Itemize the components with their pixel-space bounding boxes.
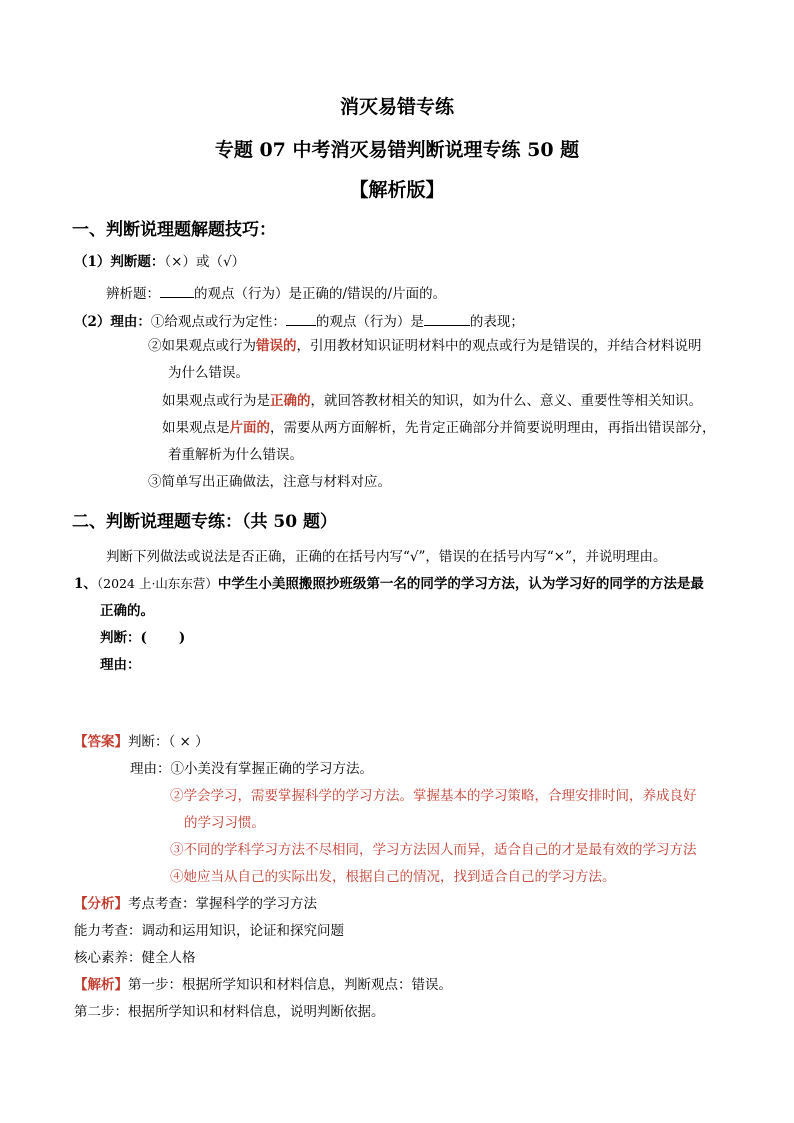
rule-partial <box>162 422 716 436</box>
fill-blank <box>424 313 470 326</box>
answer-reason-2: ②学会学习，需要掌握科学的学习方法。掌握基本的学习策略，合理安排时间，养成良好 <box>170 788 697 804</box>
answer-reason-2-cont: 的学习习惯。 <box>184 815 265 831</box>
question-1-cont: 正确的。 <box>100 603 154 619</box>
answer-line <box>74 736 209 750</box>
analysis-tag: 【分析】 <box>74 896 128 912</box>
section1-item2 <box>74 313 524 330</box>
jiexi-line <box>74 979 452 993</box>
rule-wrong-key: 错误的 <box>256 338 297 354</box>
item2-text-b: 的观点（行为）是 <box>315 314 424 330</box>
analysis-line <box>74 898 317 912</box>
rule-correct <box>162 395 702 409</box>
rule-wrong <box>148 340 702 354</box>
question-1 <box>74 578 704 592</box>
item1b-label: 辨析题： <box>106 286 160 302</box>
doc-subtitle: 专题 07 中考消灭易错判断说理专练 50 题 <box>214 139 580 161</box>
analysis-topic: 考点考查：掌握科学的学习方法 <box>128 896 317 912</box>
judge-line <box>100 632 185 646</box>
reason-line: 理由： <box>100 657 141 673</box>
rule-correct-pre: 如果观点或行为是 <box>162 393 270 409</box>
item1-text: （×）或（√） <box>164 254 246 270</box>
question-number: 1、 <box>74 576 97 592</box>
section1-heading: 一、判断说理题解题技巧： <box>72 220 276 240</box>
analysis-literacy: 核心素养：健全人格 <box>74 950 196 966</box>
question-text: 中学生小美照搬照抄班级第一名的同学的学习方法，认为学习好的同学的方法是最 <box>217 576 704 592</box>
answer-reason-3: ③不同的学科学习方法不尽相同，学习方法因人而异，适合自己的才是最有效的学习方法 <box>170 842 697 858</box>
answer-reason-1-text: ①小美没有掌握正确的学习方法。 <box>170 761 373 777</box>
rule-partial-pre: 如果观点是 <box>162 420 230 436</box>
doc-title: 消灭易错专练 <box>339 96 454 118</box>
judge-close: ) <box>178 630 186 646</box>
item1-label: （1）判断题： <box>74 254 165 270</box>
jiexi-step2: 第二步：根据所学知识和材料信息，说明判断依据。 <box>74 1004 385 1020</box>
section1-item1b <box>106 285 446 302</box>
answer-judgement: 判断：（ × ） <box>128 734 209 750</box>
fill-blank <box>286 313 316 326</box>
analysis-ability: 能力考查：调动和运用知识，论证和探究问题 <box>74 923 344 939</box>
rule-correct-practice: ③简单写出正确做法，注意与材料对应。 <box>148 474 391 490</box>
rule-wrong-cont: 为什么错误。 <box>168 365 249 381</box>
rule-correct-post: ，就回答教材相关的知识，如为什么、意义、重要性等相关知识。 <box>310 393 702 409</box>
item2-label: （2）理由： <box>74 314 151 330</box>
item1b-text: 的观点（行为）是正确的/错误的/片面的。 <box>194 286 447 302</box>
item2-text-a: ①给观点或行为定性： <box>150 314 286 330</box>
answer-tag: 【答案】 <box>74 734 128 750</box>
answer-reason-label: 理由： <box>130 761 171 777</box>
answer-reason-1 <box>130 763 373 777</box>
doc-version-label: 【解析版】 <box>349 179 445 201</box>
jiexi-step1: 第一步：根据所学知识和材料信息，判断观点：错误。 <box>128 977 452 993</box>
jiexi-tag: 【解析】 <box>74 977 128 993</box>
rule-partial-key: 片面的 <box>229 420 270 436</box>
rule-wrong-pre: ②如果观点或行为 <box>148 338 256 354</box>
answer-reason-4: ④她应当从自己的实际出发，根据自己的情况，找到适合自己的学习方法。 <box>170 869 616 885</box>
section1-item1 <box>74 256 245 270</box>
rule-correct-key: 正确的 <box>270 393 311 409</box>
question-source: （2024 上·山东东营） <box>96 576 218 591</box>
section2-heading: 二、判断说理题专练：（共 50 题） <box>72 512 337 532</box>
item2-text-c: 的表现； <box>469 314 524 330</box>
rule-partial-post: ，需要从两方面解析，先肯定正确部分并简要说明理由，再指出错误部分， <box>270 420 716 436</box>
rule-partial-cont: 着重解析为什么错误。 <box>168 447 303 463</box>
judge-label: 判断：( <box>100 630 147 646</box>
fill-blank <box>160 285 194 298</box>
rule-wrong-post: ，引用教材知识证明材料中的观点或行为是错误的，并结合材料说明 <box>296 338 702 354</box>
section2-instruction: 判断下列做法或说法是否正确，正确的在括号内写“√”，错误的在括号内写“×”，并说明理由。 <box>106 549 667 565</box>
